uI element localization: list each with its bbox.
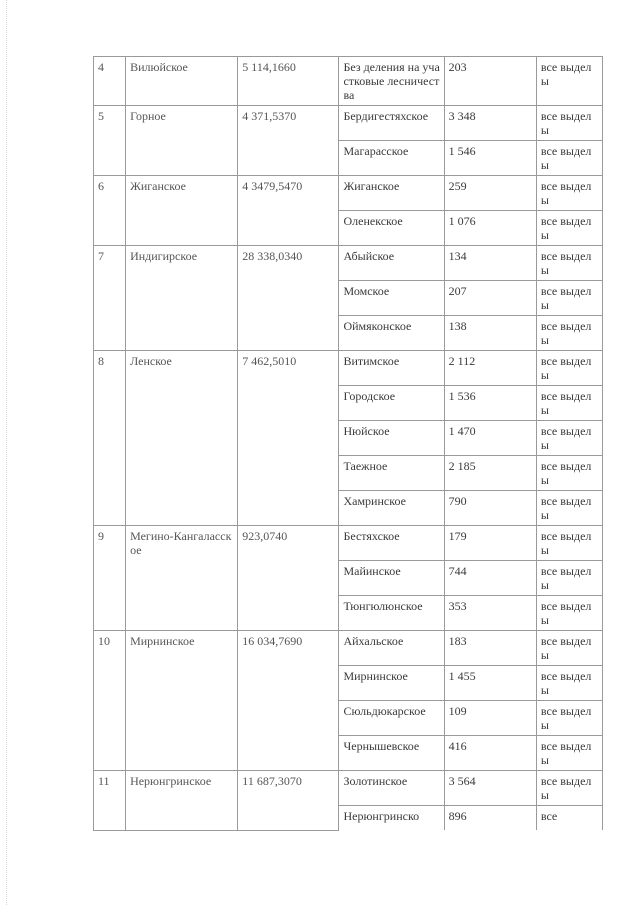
row-number: 7 [94, 246, 126, 351]
forestry-area: 5 114,1660 [238, 57, 339, 106]
allotment-note: все выделы [536, 281, 602, 316]
row-number: 5 [94, 106, 126, 176]
quarter-count: 259 [444, 176, 536, 211]
quarter-count: 353 [444, 596, 536, 631]
forestry-table-body [94, 57, 603, 831]
quarter-count: 183 [444, 631, 536, 666]
quarter-count: 1 546 [444, 141, 536, 176]
district-forestry-name: Мирнинское [339, 666, 444, 701]
allotment-note: все выделы [536, 57, 602, 106]
quarter-count: 1 536 [444, 386, 536, 421]
district-forestry-name: Оленекское [339, 211, 444, 246]
quarter-count: 207 [444, 281, 536, 316]
table-row [94, 631, 603, 666]
allotment-note: все выделы [536, 246, 602, 281]
district-forestry-name: Майинское [339, 561, 444, 596]
allotment-note: все выделы [536, 701, 602, 736]
district-forestry-name: Хамринское [339, 491, 444, 526]
district-forestry-name: Без деления на участковые лесничества [339, 57, 444, 106]
table-row [94, 526, 603, 561]
row-number: 9 [94, 526, 126, 631]
allotment-note: все выделы [536, 386, 602, 421]
allotment-note: все выделы [536, 176, 602, 211]
allotment-note: все выделы [536, 211, 602, 246]
forestry-name: Вилюйское [126, 57, 238, 106]
allotment-note: все выделы [536, 561, 602, 596]
district-forestry-name: Айхальское [339, 631, 444, 666]
district-forestry-name: Жиганское [339, 176, 444, 211]
allotment-note: все выделы [536, 421, 602, 456]
quarter-count: 1 470 [444, 421, 536, 456]
row-number: 10 [94, 631, 126, 771]
district-forestry-name: Бестяхское [339, 526, 444, 561]
quarter-count: 416 [444, 736, 536, 771]
quarter-count: 3 564 [444, 771, 536, 806]
forestry-name: Мирнинское [126, 631, 238, 771]
forestry-name: Индигирское [126, 246, 238, 351]
allotment-note: все выделы [536, 631, 602, 666]
quarter-count: 2 185 [444, 456, 536, 491]
page-edge-mark [6, 0, 8, 905]
district-forestry-name: Абыйское [339, 246, 444, 281]
table-row [94, 351, 603, 386]
table-row [94, 771, 603, 806]
quarter-count: 179 [444, 526, 536, 561]
table-row [94, 106, 603, 141]
forestry-name: Горное [126, 106, 238, 176]
quarter-count: 790 [444, 491, 536, 526]
district-forestry-name: Тюнгюлюнское [339, 596, 444, 631]
forestry-area: 4 3479,5470 [238, 176, 339, 246]
allotment-note: все выделы [536, 491, 602, 526]
allotment-note: все выделы [536, 666, 602, 701]
forestry-area: 7 462,5010 [238, 351, 339, 526]
allotment-note: все выделы [536, 736, 602, 771]
forestry-name: Жиганское [126, 176, 238, 246]
allotment-note: все выделы [536, 526, 602, 561]
allotment-note: все выделы [536, 771, 602, 806]
district-forestry-name: Таежное [339, 456, 444, 491]
district-forestry-name: Момское [339, 281, 444, 316]
row-number: 11 [94, 771, 126, 831]
quarter-count: 203 [444, 57, 536, 106]
quarter-count: 109 [444, 701, 536, 736]
district-forestry-name: Бердигестяхское [339, 106, 444, 141]
forestry-area: 11 687,3070 [238, 771, 339, 831]
quarter-count: 1 455 [444, 666, 536, 701]
quarter-count: 2 112 [444, 351, 536, 386]
forestry-name: Ленское [126, 351, 238, 526]
quarter-count: 896 [444, 806, 536, 831]
allotment-note: все выделы [536, 316, 602, 351]
quarter-count: 138 [444, 316, 536, 351]
district-forestry-name: Нюйское [339, 421, 444, 456]
district-forestry-name: Магарасское [339, 141, 444, 176]
quarter-count: 3 348 [444, 106, 536, 141]
district-forestry-name: Городское [339, 386, 444, 421]
row-number: 8 [94, 351, 126, 526]
forestry-table [93, 56, 603, 831]
district-forestry-name: Витимское [339, 351, 444, 386]
table-row [94, 176, 603, 211]
row-number: 6 [94, 176, 126, 246]
district-forestry-name: Оймяконское [339, 316, 444, 351]
allotment-note: все выделы [536, 106, 602, 141]
district-forestry-name: Чернышевское [339, 736, 444, 771]
allotment-note: все выделы [536, 596, 602, 631]
row-number: 4 [94, 57, 126, 106]
quarter-count: 134 [444, 246, 536, 281]
quarter-count: 744 [444, 561, 536, 596]
district-forestry-name: Золотинское [339, 771, 444, 806]
district-forestry-name: Нерюнгринско [339, 806, 444, 831]
allotment-note: все выделы [536, 456, 602, 491]
forestry-area: 4 371,5370 [238, 106, 339, 176]
forestry-area: 16 034,7690 [238, 631, 339, 771]
forestry-area: 28 338,0340 [238, 246, 339, 351]
allotment-note: все выделы [536, 141, 602, 176]
table-row [94, 57, 603, 106]
forestry-area: 923,0740 [238, 526, 339, 631]
allotment-note: все [536, 806, 602, 831]
quarter-count: 1 076 [444, 211, 536, 246]
district-forestry-name: Сюльдюкарское [339, 701, 444, 736]
forestry-name: Нерюнгринское [126, 771, 238, 831]
forestry-name: Мегино-Кангаласское [126, 526, 238, 631]
table-row [94, 246, 603, 281]
allotment-note: все выделы [536, 351, 602, 386]
